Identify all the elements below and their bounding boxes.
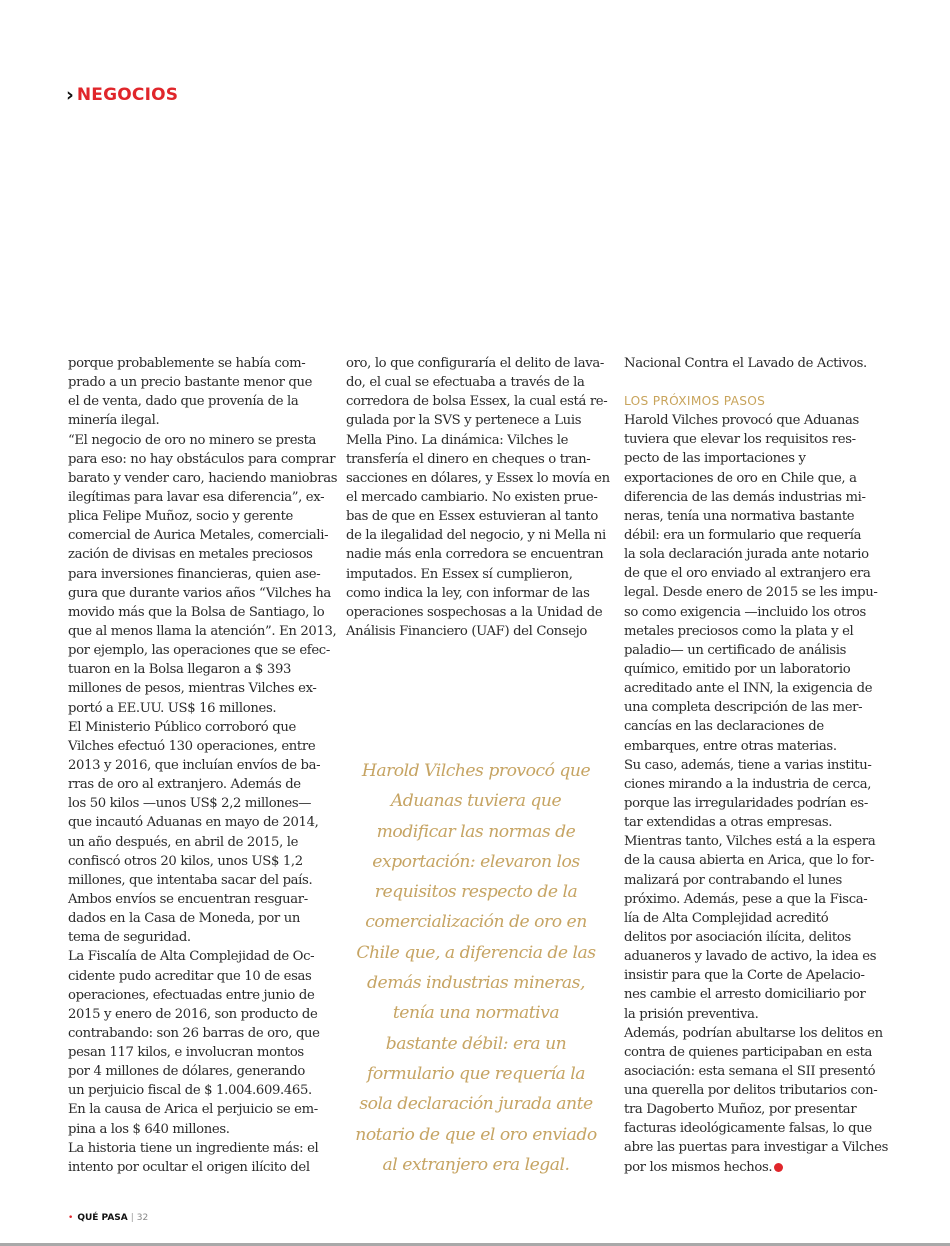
text-line: tar extendidas a otras empresas. — [624, 815, 833, 831]
text-line: intento por ocultar el origen ilícito del — [68, 1159, 310, 1175]
text-line: corredora de bolsa Essex, la cual está re- — [346, 394, 608, 410]
text-line: dados en la Casa de Moneda, por un — [68, 911, 301, 927]
text-line: minería ilegal. — [68, 413, 160, 429]
section-tag — [66, 86, 178, 105]
red-bullet-icon: • — [68, 1213, 74, 1223]
text-line: para eso: no hay obstáculos para comprar — [68, 451, 336, 467]
pull-quote-line: requisitos respecto de la — [374, 882, 578, 903]
subheading: LOS PRÓXIMOS PASOS — [624, 394, 766, 409]
text-line: Mientras tanto, Vilches está a la espera — [624, 834, 876, 850]
text-line: operaciones sospechosas a la Unidad de — [346, 604, 603, 620]
text-line: Mella Pino. La dinámica: Vilches le — [346, 432, 569, 448]
text-line: tema de seguridad. — [68, 930, 191, 946]
text-line: plica Felipe Muñoz, socio y gerente — [68, 509, 293, 525]
text-line: ciones mirando a la industria de cerca, — [624, 776, 872, 792]
text-line: contrabando: son 26 barras de oro, que — [68, 1025, 320, 1041]
text-line: Harold Vilches provocó que Aduanas — [624, 413, 859, 429]
text-line: lía de Alta Complejidad acreditó — [624, 910, 829, 926]
text-line: “El negocio de oro no minero se presta — [68, 432, 317, 448]
text-line: operaciones, efectuadas entre junio de — [68, 987, 315, 1003]
text-line: tuaron en la Bolsa llegaron a $ 393 — [68, 662, 292, 678]
text-line: Su caso, además, tiene a varias institu- — [624, 757, 872, 773]
text-line: como indica la ley, con informar de las — [346, 585, 590, 601]
text-line: los 50 kilos —unos US$ 2,2 millones— — [68, 796, 312, 812]
text-line: millones, que intentaba sacar del país. — [68, 872, 313, 888]
magazine-name: QUÉ PASA — [77, 1213, 128, 1223]
text-line: sacciones en dólares, y Essex lo movía en — [346, 470, 610, 486]
text-line: barato y vender caro, haciendo maniobras — [68, 470, 338, 486]
column-3-body — [624, 411, 889, 1177]
text-line: 2015 y enero de 2016, son producto de — [68, 1006, 318, 1022]
text-line: malizará por contrabando el lunes — [624, 872, 842, 888]
text-line: aduaneros y lavado de activo, la idea es — [624, 949, 877, 965]
pull-quote-line: formulario que requería la — [366, 1063, 586, 1084]
text-line: diferencia de las demás industrias mi- — [624, 489, 866, 505]
text-line: asociación: esta semana el SII presentó — [624, 1063, 876, 1079]
text-line: tra Dagoberto Muñoz, por presentar — [624, 1102, 857, 1118]
text-line: una querella por delitos tributarios con- — [624, 1083, 878, 1099]
text-line: químico, emitido por un laboratorio — [624, 661, 851, 677]
text-line: la sola declaración jurada ante notario — [624, 547, 869, 563]
pull-quote-line: Harold Vilches provocó que — [361, 761, 591, 781]
text-line: pesan 117 kilos, e involucran montos — [68, 1045, 304, 1061]
text-line: do, el cual se efectuaba a través de la — [346, 375, 585, 391]
text-line: movido más que la Bolsa de Santiago, lo — [68, 604, 325, 620]
text-line: por los mismos hechos. — [624, 1158, 886, 1177]
text-line: próximo. Además, pese a que la Fisca- — [624, 891, 868, 907]
text-line: pecto de las importaciones y — [624, 451, 806, 467]
text-line: para inversiones financieras, quien ase- — [68, 566, 321, 582]
text-line: contra de quienes participaban en esta — [624, 1044, 873, 1060]
text-line: metales preciosos como la plata y el — [624, 623, 854, 639]
text-line: paladio— un certificado de análisis — [624, 642, 847, 658]
text-line: un año después, en abril de 2015, le — [68, 834, 299, 850]
paragraph-gap — [624, 373, 886, 392]
text-line: imputados. En Essex sí cumplieron, — [346, 566, 573, 582]
text-line: La Fiscalía de Alta Complejidad de Oc- — [68, 949, 315, 965]
article-column-1 — [68, 354, 338, 1177]
pull-quote — [342, 756, 610, 1180]
footer-separator: | — [130, 1213, 134, 1223]
section-label: NEGOCIOS — [76, 85, 179, 105]
text-line: acreditado ante el INN, la exigencia de — [624, 681, 873, 697]
article-column-2 — [346, 354, 608, 641]
pull-quote-line: tenía una normativa — [392, 1003, 560, 1024]
text-line: un perjuicio fiscal de $ 1.004.609.465. — [68, 1083, 312, 1099]
text-line: Ambos envíos se encuentran resguar- — [68, 891, 308, 907]
pull-quote-line: modificar las normas de — [376, 821, 576, 842]
text-line: ilegítimas para lavar esa diferencia”, ex- — [68, 489, 325, 505]
text-line: oro, lo que configuraría el delito de lava- — [346, 356, 605, 371]
text-line: neras, tenía una normativa bastante — [624, 508, 855, 524]
text-line: prado a un precio bastante menor que — [68, 375, 313, 391]
text-line: insistir para que la Corte de Apelacio- — [624, 968, 865, 984]
pull-quote-line: al extranjero era legal. — [382, 1154, 570, 1175]
text-line: portó a EE.UU. US$ 16 millones. — [68, 700, 277, 716]
text-line: delitos por asociación ilícita, delitos — [624, 929, 851, 945]
text-line: cancías en las declaraciones de — [624, 719, 824, 735]
text-line: Además, podrían abultarse los delitos en — [624, 1025, 883, 1041]
text-line: una completa descripción de las mer- — [624, 700, 863, 716]
text-line: exportaciones de oro en Chile que, a — [624, 470, 857, 486]
text-line: tuviera que elevar los requisitos res- — [624, 432, 856, 448]
text-line: que incautó Aduanas en mayo de 2014, — [68, 815, 319, 831]
text-line: transfería el dinero en cheques o tran- — [346, 451, 591, 467]
pull-quote-line: comercialización de oro en — [365, 912, 587, 933]
pull-quote-line: Aduanas tuviera que — [390, 791, 562, 812]
article-column-3 — [624, 354, 889, 1177]
text-line: zación de divisas en metales preciosos — [68, 547, 313, 563]
text-line: comercial de Aurica Metales, comerciali- — [68, 528, 329, 544]
text-line: cidente pudo acreditar que 10 de esas — [68, 968, 312, 984]
text-line: pina a los $ 640 millones. — [68, 1121, 230, 1137]
text-line: porque probablemente se había com- — [68, 356, 306, 371]
text-line: Vilches efectuó 130 operaciones, entre — [68, 738, 316, 754]
text-line: porque las irregularidades podrían es- — [624, 795, 868, 811]
text-line: millones de pesos, mientras Vilches ex- — [68, 681, 317, 697]
text-line: de la causa abierta en Arica, que lo for- — [624, 853, 874, 869]
text-line: embarques, entre otras materias. — [624, 738, 837, 754]
chevron-right-icon: › — [66, 84, 74, 106]
text-line: En la causa de Arica el perjuicio se em- — [68, 1102, 318, 1118]
text-line: so como exigencia —incluido los otros — [624, 604, 866, 620]
text-line: el mercado cambiario. No existen prue- — [346, 489, 598, 505]
text-line: 2013 y 2016, que incluían envíos de ba- — [68, 757, 321, 773]
text-line: abre las puertas para investigar a Vilches — [624, 1140, 889, 1156]
text-line: bas de que en Essex estuvieran al tanto — [346, 509, 598, 525]
pull-quote-line: exportación: elevaron los — [372, 851, 580, 872]
text-line: Análisis Financiero (UAF) del Consejo — [346, 623, 588, 639]
text-line: La historia tiene un ingrediente más: el — [68, 1140, 319, 1156]
text-line: la prisión preventiva. — [624, 1006, 759, 1022]
text-line: nadie más enla corredora se encuentran — [346, 547, 604, 563]
page-number: 32 — [136, 1213, 149, 1223]
pull-quote-line: sola declaración jurada ante — [359, 1094, 593, 1115]
text-line: confiscó otros 20 kilos, unos US$ 1,2 — [68, 853, 303, 869]
pull-quote-line: Chile que, a diferencia de las — [356, 942, 596, 963]
pull-quote-line: bastante débil: era un — [385, 1033, 567, 1054]
text-line: gura que durante varios años “Vilches ha — [68, 585, 331, 601]
column-3-intro-line: Nacional Contra el Lavado de Activos. — [624, 356, 867, 371]
red-dot-icon — [774, 1163, 783, 1172]
pull-quote-line: demás industrias mineras, — [367, 973, 585, 994]
text-line: facturas ideológicamente falsas, lo que — [624, 1121, 872, 1137]
text-line: rras de oro al extranjero. Además de — [68, 777, 301, 793]
text-line: de la ilegalidad del negocio, y ni Mella ni — [346, 528, 606, 544]
text-line: nes cambie el arresto domiciliario por — [624, 987, 866, 1003]
text-line: legal. Desde enero de 2015 se les impu- — [624, 585, 878, 601]
text-line: que al menos llama la atención”. En 2013, — [68, 623, 337, 639]
text-line: gulada por la SVS y pertenece a Luis — [346, 413, 582, 429]
text-line: de que el oro enviado al extranjero era — [624, 566, 871, 582]
text-line: por ejemplo, las operaciones que se efec- — [68, 643, 330, 659]
page-footer — [68, 1213, 148, 1223]
text-line: el de venta, dado que provenía de la — [68, 394, 299, 410]
text-line: débil: era un formulario que requería — [624, 527, 862, 543]
pull-quote-line: notario de que el oro enviado — [355, 1124, 597, 1145]
text-line: El Ministerio Público corroboró que — [68, 719, 296, 735]
text-line: por 4 millones de dólares, generando — [68, 1064, 305, 1080]
